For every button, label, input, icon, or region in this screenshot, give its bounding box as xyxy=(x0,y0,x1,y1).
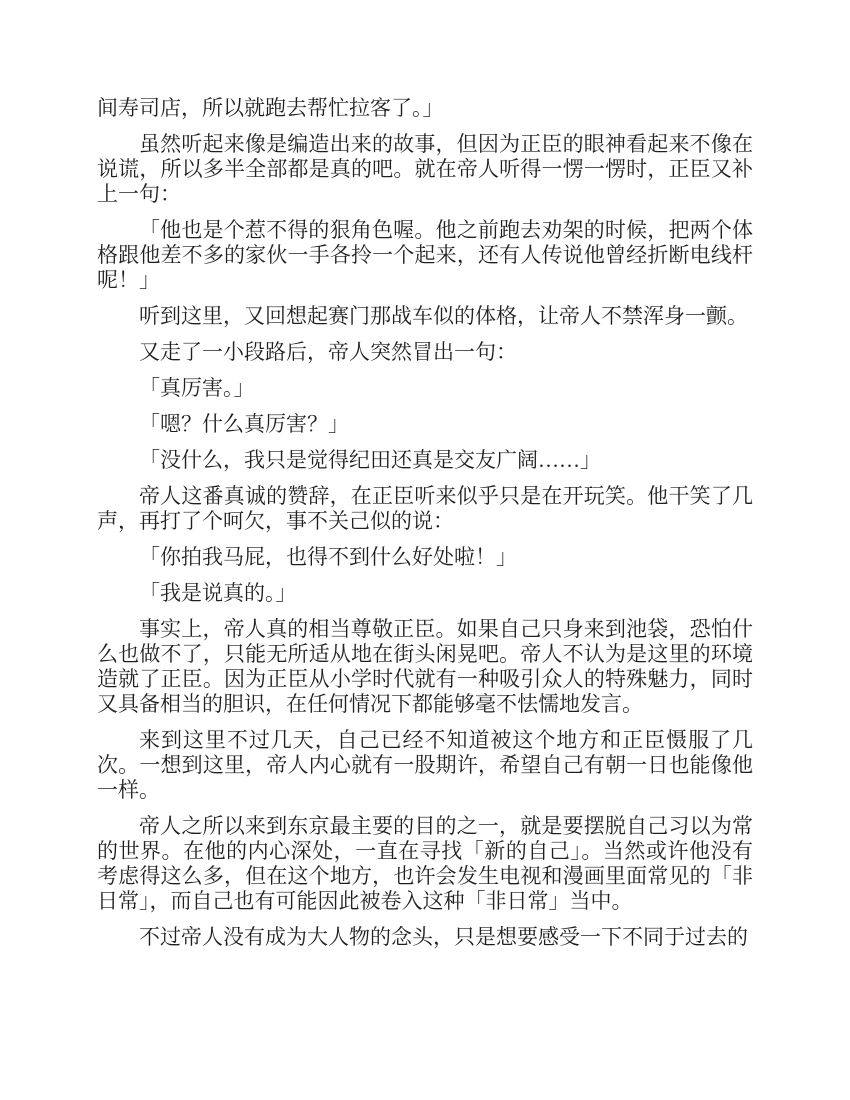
paragraph: 听到这里，又回想起赛门那战车似的体格，让帝人不禁浑身一颤。 xyxy=(139,304,748,328)
paragraph: 又走了一小段路后，帝人突然冒出一句： xyxy=(139,340,517,364)
paragraph: 虽然听起来像是编造出来的故事，但因为正臣的眼神看起来不像在说谎，所以多半全部都是真的吧。就在帝人听得一愣一愣时，正臣又补上一句： xyxy=(97,132,753,206)
paragraph-dialogue: 「没什么，我只是觉得纪田还真是交友广阔……」 xyxy=(139,448,601,472)
paragraph: 来到这里不过几天，自己已经不知道被这个地方和正臣慑服了几次。一想到这里，帝人内心就有一股期许，希望自己有朝一日也能像他一样。 xyxy=(97,728,753,802)
paragraph-dialogue: 「真厉害。」 xyxy=(139,376,255,400)
paragraph: 事实上，帝人真的相当尊敬正臣。如果自己只身来到池袋，恐怕什么也做不了，只能无所适从地在街头闲晃吧。帝人不认为是这里的环境造就了正臣。因为正臣从小学时代就有一种吸引众人的特殊魅力，同时又具备相当的胆识，在任何情况下都能够毫不怯懦地发言。 xyxy=(97,617,753,716)
paragraph-dialogue: 「我是说真的。」 xyxy=(139,581,297,605)
paragraph-dialogue: 「嗯？什么真厉害？」 xyxy=(139,412,349,436)
paragraph-dialogue: 「你拍我马屁，也得不到什么好处啦！」 xyxy=(139,545,517,569)
paragraph-dialogue: 「他也是个惹不得的狠角色喔。他之前跑去劝架的时候，把两个体格跟他差不多的家伙一手各拎一个起来，还有人传说他曾经折断电线杆呢！」 xyxy=(97,218,753,292)
text-block xyxy=(97,96,753,961)
paragraph: 帝人之所以来到东京最主要的目的之一，就是要摆脱自己习以为常的世界。在他的内心深处，一直在寻找「新的自己」。当然或许他没有考虑得这么多，但在这个地方，也许会发生电视和漫画里面常见的「非日常」，而自己也有可能因此被卷入这种「非日常」当中。 xyxy=(97,814,753,913)
paragraph: 不过帝人没有成为大人物的念头，只是想要感受一下不同于过去的 xyxy=(139,925,748,949)
paragraph: 帝人这番真诚的赞辞，在正臣听来似乎只是在开玩笑。他干笑了几声，再打了个呵欠，事不关己似的说： xyxy=(97,484,753,533)
paragraph: 间寿司店，所以就跑去帮忙拉客了。」 xyxy=(97,96,444,120)
